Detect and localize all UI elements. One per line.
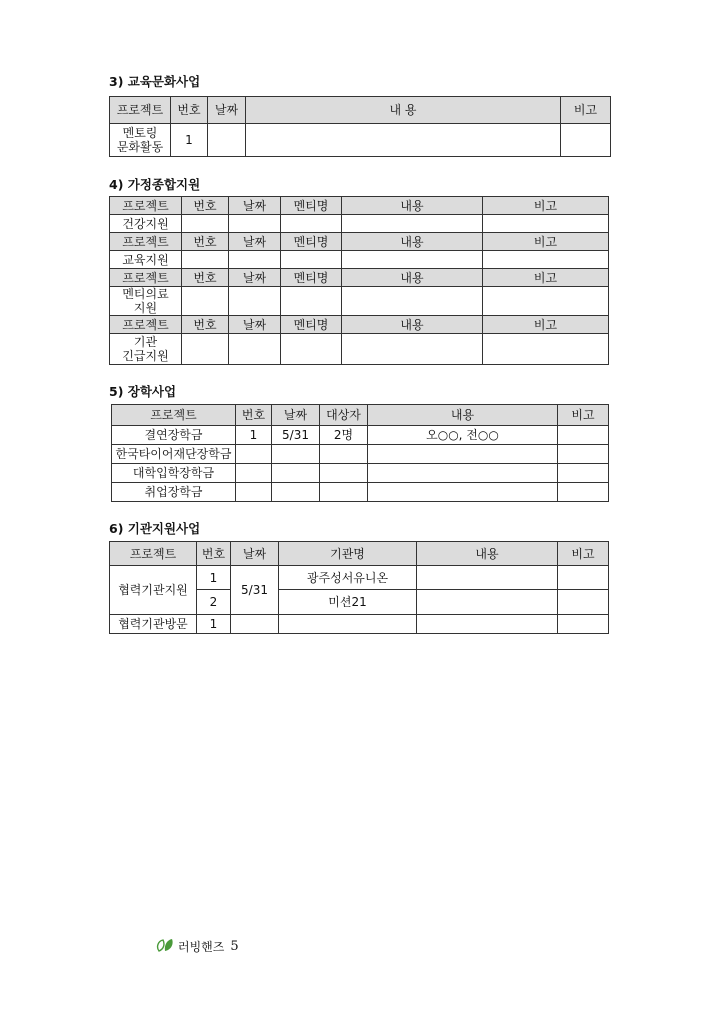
table-row [110,251,609,269]
table-row [110,566,609,590]
family-support-table [109,196,609,365]
page-number: 5 [230,939,239,954]
col-header-project: 프로젝트 [110,97,171,124]
project-cell: 협력기관지원 [110,566,197,615]
col-header-content: 내용 [368,405,558,426]
table-row [110,615,609,634]
col-header-note: 비고 [483,269,609,287]
table-row [112,426,609,445]
table-row [110,215,609,233]
number-cell: 2 [197,590,231,615]
date-cell: 5/31 [272,426,320,445]
col-header-note: 비고 [483,233,609,251]
col-header-mentee: 멘티명 [281,197,342,215]
project-cell: 한국타이어재단장학금 [112,445,236,464]
col-header-mentee: 멘티명 [281,316,342,334]
number-cell: 1 [236,426,272,445]
col-header-date: 날짜 [229,269,281,287]
col-header-project: 프로젝트 [110,233,182,251]
col-header-target: 대상자 [320,405,368,426]
project-cell: 건강지원 [110,215,182,233]
project-cell: 협력기관방문 [110,615,197,634]
table-row [112,483,609,502]
content-cell: 오○○, 전○○ [368,426,558,445]
date-cell: 5/31 [231,566,279,615]
col-header-note: 비고 [483,316,609,334]
number-cell: 1 [171,124,208,157]
col-header-number: 번호 [182,233,229,251]
col-header-note: 비고 [558,405,609,426]
leaf-logo-icon [156,936,176,957]
col-header-date: 날짜 [229,197,281,215]
col-header-content: 내용 [342,233,483,251]
col-header-note: 비고 [558,542,609,566]
col-header-content: 내 용 [246,97,561,124]
col-header-content: 내용 [342,269,483,287]
col-header-content: 내용 [342,316,483,334]
section-5-heading: 5) 장학사업 [109,384,177,399]
table-row [112,464,609,483]
section-3-heading: 3) 교육문화사업 [109,74,201,89]
col-header-date: 날짜 [229,233,281,251]
note-cell [561,124,611,157]
col-header-number: 번호 [182,269,229,287]
table-row [112,445,609,464]
table-row [110,124,611,157]
institution-support-table [109,541,609,634]
col-header-mentee: 멘티명 [281,233,342,251]
project-cell: 결연장학금 [112,426,236,445]
col-header-note: 비고 [483,197,609,215]
project-cell: 멘티의료 지원 [110,287,182,316]
project-cell: 취업장학금 [112,483,236,502]
org-cell: 미션21 [279,590,417,615]
org-cell: 광주성서유니온 [279,566,417,590]
col-header-date: 날짜 [272,405,320,426]
project-cell: 대학입학장학금 [112,464,236,483]
col-header-content: 내용 [417,542,558,566]
page-footer [156,936,239,957]
col-header-project: 프로젝트 [110,197,182,215]
col-header-date: 날짜 [208,97,246,124]
col-header-number: 번호 [197,542,231,566]
section-4-heading: 4) 가정종합지원 [109,177,201,192]
table-row [110,334,609,365]
project-cell: 교육지원 [110,251,182,269]
col-header-number: 번호 [171,97,208,124]
education-culture-table [109,96,611,157]
target-cell: 2명 [320,426,368,445]
col-header-number: 번호 [182,197,229,215]
col-header-project: 프로젝트 [110,542,197,566]
note-cell [558,426,609,445]
col-header-project: 프로젝트 [112,405,236,426]
col-header-number: 번호 [236,405,272,426]
content-cell [246,124,561,157]
col-header-mentee: 멘티명 [281,269,342,287]
col-header-note: 비고 [561,97,611,124]
col-header-project: 프로젝트 [110,316,182,334]
number-cell: 1 [197,615,231,634]
scholarship-table [111,404,609,502]
col-header-project: 프로젝트 [110,269,182,287]
col-header-number: 번호 [182,316,229,334]
col-header-date: 날짜 [229,316,281,334]
project-cell: 멘토링 문화활동 [110,124,171,157]
date-cell [208,124,246,157]
col-header-org: 기관명 [279,542,417,566]
project-cell: 기관 긴급지원 [110,334,182,365]
number-cell: 1 [197,566,231,590]
col-header-content: 내용 [342,197,483,215]
brand-name: 러빙핸즈 [178,940,225,954]
table-row [110,287,609,316]
col-header-date: 날짜 [231,542,279,566]
section-6-heading: 6) 기관지원사업 [109,521,201,536]
